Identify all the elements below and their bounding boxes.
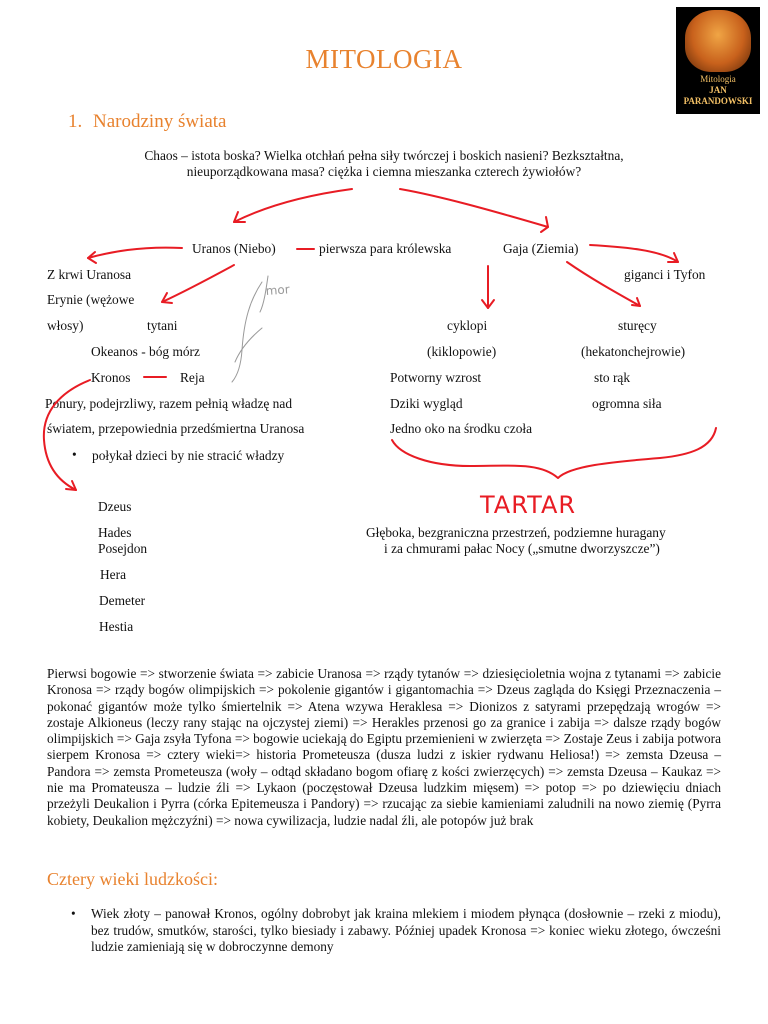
from-blood-label: Z krwi Uranosa [47, 267, 132, 282]
sturecy-desc-2: ogromna siła [592, 396, 662, 411]
kronos-desc-1: Ponury, podejrzliwy, razem pełnią władzę nad [45, 396, 293, 411]
kronos-desc-2: światem, przepowiednia przedśmiertna Uranosa [47, 421, 305, 436]
arrow-chaos-to-gaja [400, 189, 548, 227]
pencil-scribble: mor [265, 282, 291, 298]
tartar-desc-1: Głęboka, bezgraniczna przestrzeń, podziemne huragany [366, 525, 666, 540]
section-1-number: 1. [68, 111, 83, 132]
tartar-desc-2: i za chmurami pałac Nocy („smutne dworzyszcze”) [384, 541, 660, 556]
giganci-label: giganci i Tyfon [624, 267, 706, 282]
cyklopi-desc-3: Jedno oko na środku czoła [390, 421, 533, 436]
erynie-label: Erynie (wężowe [47, 292, 135, 307]
arrow-chaos-to-uranos [234, 189, 352, 222]
sturecy-desc-1: sto rąk [594, 370, 631, 385]
bullet-dot: • [72, 447, 77, 462]
child-hades: Hades [98, 525, 132, 540]
cover-line-2: JAN [709, 85, 727, 95]
arrow-kronos-children [44, 380, 90, 490]
summary-paragraph: Pierwsi bogowie => stworzenie świata => zabicie Uranosa => rządy tytanów => dziesięcioletnia wojna z tytanami => zabicie Kronosa => rządy bogów olimpijskich => pokolenie gigantów i gigantomachia => Dzeus zagląda do Księgi Przeznaczenia – pokonać gigantów może tylko śmiertelnik => Atena wzywa Heraklesa => Dionizos z satyrami przepędzają wrogów => zostaje Alkioneus (leczy rany stając na ojczystej ziemi) => Herakles przenosi go za granice i zabija => dalsze rządy bogów olimpijskich => Gaja zsyła Tyfona => bogowie uciekają do Egiptu przemienieni w zwierzęta => Zostaje Zeus i zabija potwora sierpem Kronosa => cztery wieki=> historia Prometeusza (dusza ludzi z iskier rydwanu Heliosa!) => zemsta Dzeusa – Pandora => zemsta Prometeusza (woły – odtąd składano bogom ofiarę z kości zwierzęcych) => zemsta Dzeusa – Kaukaz => nie ma Promateusza – ludzie źli => Lykaon (poczęstował Dzeusa ludzkim mięsem) => potop => po dziewięciu dniach przeżyli Deukalion i Pyrra (córka Epitemeusza i Pandory) => rzucając za siebie kamieniami zaludnili na nowo ziemię (Pyrra kobiety, Deukalion mężczyźni) => nowa cywilizacja, ludzie nadal źli, ale potopów już brak [47, 666, 721, 828]
child-posejdon: Posejdon [98, 541, 148, 556]
kronos-bullet: połykał dzieci by nie stracić władzy [92, 448, 285, 463]
erynie-label-cont: włosy) [47, 318, 84, 333]
list-item-golden-age [71, 906, 721, 956]
child-hera: Hera [100, 567, 127, 582]
chaos-line-2: nieuporządkowana masa? ciężka i ciemna mieszanka czterech żywiołów? [186, 164, 582, 179]
arrow-uranos-left [88, 248, 182, 258]
gaja-label: Gaja (Ziemia) [503, 241, 579, 256]
sturecy-label: sturęcy [618, 318, 657, 333]
arrow-gaja-sturecy [567, 262, 640, 306]
tartar-brace [392, 428, 716, 478]
bullet-dot: • [71, 906, 76, 921]
cyklopi-desc-1: Potworny wzrost [390, 370, 482, 385]
page-title: MITOLOGIA [305, 44, 463, 74]
tartar-annotation: TARTAR [480, 491, 577, 519]
uranos-label: Uranos (Niebo) [192, 241, 276, 256]
hekatonchejrowie-label: (hekatonchejrowie) [581, 344, 686, 359]
okeanos-label: Okeanos - bóg mórz [91, 344, 200, 359]
section-2-heading: Cztery wieki ludzkości: [47, 869, 218, 889]
tytani-label: tytani [147, 318, 178, 333]
kiklopowie-label: (kiklopowie) [427, 344, 497, 359]
arrow-gaja-giganci [590, 245, 678, 262]
chaos-line-1: Chaos – istota boska? Wielka otchłań pełna siły twórczej i boskich nasieni? Bezkształtna, [144, 148, 624, 163]
child-dzeus: Dzeus [98, 499, 132, 514]
cyklopi-desc-2: Dziki wygląd [390, 396, 463, 411]
golden-age-text: Wiek złoty – panował Kronos, ogólny dobrobyt jak kraina mlekiem i miodem płynąca (dosłownie – rzeki z miodu), bez trudów, smutków, starości, tylko biesiady i zabawy. Później upadek Kronosa => koniec wieku złotego, ówcześni ludzie zamieniają się w dobroczynne demony [91, 906, 721, 955]
cover-line-3: PARANDOWSKI [683, 96, 753, 106]
arrow-uranos-tytani [162, 265, 234, 302]
child-hestia: Hestia [99, 619, 134, 634]
first-royal-pair-label: pierwsza para królewska [319, 241, 452, 256]
cover-line-1: Mitologia [700, 74, 736, 84]
reja-label: Reja [180, 370, 205, 385]
section-1-heading: Narodziny świata [93, 111, 227, 132]
child-demeter: Demeter [99, 593, 146, 608]
kronos-label: Kronos [91, 370, 131, 385]
cyklopi-label: cyklopi [447, 318, 488, 333]
